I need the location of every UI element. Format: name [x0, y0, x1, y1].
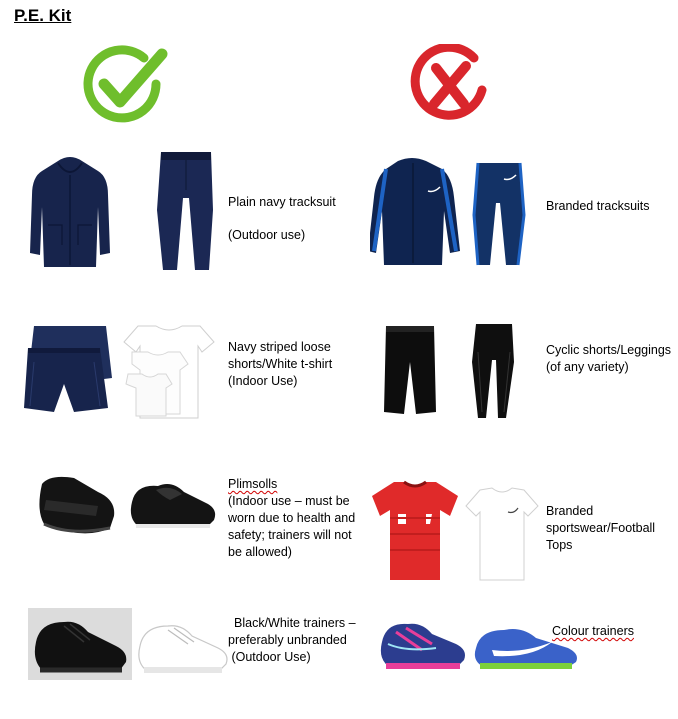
white-trainer-image: [134, 612, 230, 678]
page-title: P.E. Kit: [14, 6, 72, 25]
not-allowed-item-3-text: Branded sportswear/Football Tops: [546, 504, 656, 552]
plimsoll-image: [128, 474, 218, 536]
black-trainer-image: [28, 608, 132, 680]
not-allowed-item-4-text: Colour trainers: [552, 624, 634, 638]
allowed-item-3-text: Plimsolls (Indoor use – must be worn due to health and safety; trainers will not be allowed): [228, 477, 356, 559]
allowed-item-4-text: Black/White trainers – preferably unbranded (Outdoor Use): [228, 616, 356, 664]
navy-joggers-image: [155, 150, 215, 274]
not-allowed-item-1-text: Branded tracksuits: [546, 199, 650, 213]
navy-shorts-image: [24, 322, 116, 414]
allowed-item-1-text: Plain navy tracksuit (Outdoor use): [228, 195, 336, 242]
navy-hoodie-image: [28, 155, 112, 270]
white-branded-tshirt-image: [464, 484, 540, 584]
not-allowed-item-2-text: Cyclic shorts/Leggings (of any variety): [546, 343, 672, 374]
check-circle-icon: [80, 44, 168, 128]
leggings-image: [470, 322, 518, 422]
allowed-item-2-text: Navy striped loose shorts/White t-shirt (Indoor Use): [228, 340, 333, 388]
velcro-plimsoll-image: [34, 470, 118, 540]
branded-tracksuit-image: [370, 155, 530, 270]
cross-circle-icon: [408, 44, 492, 128]
football-shirt-image: [370, 478, 460, 584]
white-tshirt-image: [122, 322, 216, 422]
cycle-shorts-image: [382, 322, 438, 418]
pink-trainer-image: [376, 612, 468, 674]
